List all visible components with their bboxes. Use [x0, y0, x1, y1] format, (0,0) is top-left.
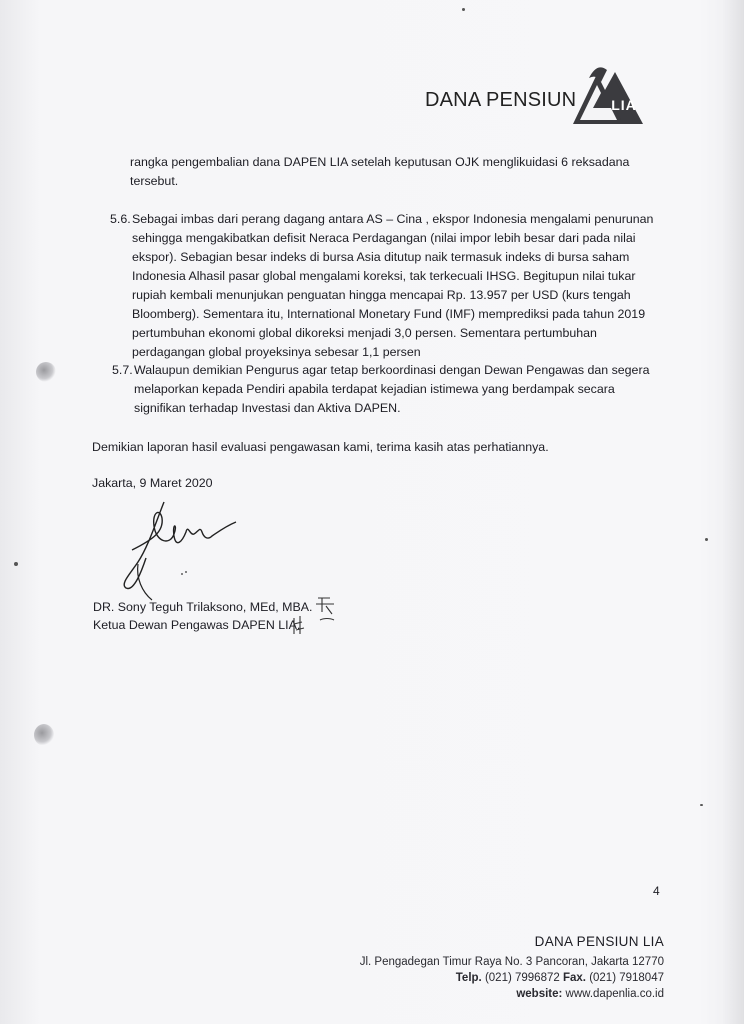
website-link[interactable]: www.dapenlia.co.id [565, 988, 664, 1000]
item-5-7-line: signifikan terhadap Investasi dan Aktiva DAPEN. [134, 401, 401, 415]
fax-label: Fax. [562, 972, 586, 984]
signatory-name: DR. Sony Teguh Trilaksono, MEd, MBA. [93, 600, 313, 614]
signatory-title: Ketua Dewan Pengawas DAPEN LIA. [93, 618, 301, 632]
handwritten-signature [112, 492, 252, 602]
telp-label: Telp. [455, 972, 482, 984]
logo-mark-text: LIA [611, 97, 637, 113]
paper-speck [705, 538, 708, 541]
place-date: Jakarta, 9 Maret 2020 [92, 476, 213, 490]
footer-website [304, 986, 664, 1002]
item-5-6-line: Sebagai imbas dari perang dagang antara AS – Cina , ekspor Indonesia mengalami penurunan [132, 212, 654, 226]
paper-speck [14, 562, 18, 566]
item-5-7-line: Walaupun demikian Pengurus agar tetap berkoordinasi dengan Dewan Pengawas dan segera [134, 363, 650, 377]
footer-address: Jl. Pengadegan Timur Raya No. 3 Pancoran, Jakarta 12770 [359, 956, 664, 968]
item-5-6-line: Bloomberg). Sementara itu, International Monetary Fund (IMF) memprediksi pada tahun 2019 [132, 307, 646, 321]
item-5-7-line: melaporkan kepada Pendiri apabila terdapat kejadian istimewa yang berdampak secara [134, 382, 615, 396]
header-logo [425, 60, 645, 126]
item-5-6-line: ekspor). Sebagian besar indeks di bursa Asia ditutup naik termasuk indeks di bursa saham [132, 250, 630, 264]
page-edge-shadow [722, 0, 744, 1024]
initials-mark [292, 592, 342, 636]
page-number: 4 [653, 884, 660, 898]
continuation-line-2: tersebut. [130, 174, 179, 188]
item-5-6-number: 5.6. [110, 212, 131, 226]
closing-statement: Demikian laporan hasil evaluasi pengawasan kami, terima kasih atas perhatiannya. [92, 440, 549, 454]
item-5-6-line: sehingga mengakibatkan defisit Neraca Perdagangan (nilai impor lebih besar dari pada nilai [132, 231, 636, 245]
website-label: website: [516, 988, 563, 1000]
continuation-line-1: rangka pengembalian dana DAPEN LIA setelah keputusan OJK menglikuidasi 6 reksadana [130, 155, 630, 169]
item-5-6-line: pertumbuhan ekonomi global dikoreksi menjadi 3,0 persen. Sementara pertumbuhan [132, 326, 597, 340]
letterhead-footer [304, 934, 664, 1002]
lia-logo-icon [571, 60, 645, 126]
footer-org-name: DANA PENSIUN LIA [534, 934, 664, 949]
header-org-name: DANA PENSIUN [425, 89, 577, 111]
item-5-6-line: Indonesia Alhasil pasar global mengalami koreksi, tak terkecuali IHSG. Begitupun nilai tukar [132, 269, 636, 283]
footer-contact [304, 970, 664, 986]
fax-value: (021) 7918047 [589, 972, 664, 984]
telp-value: (021) 7996872 [484, 972, 560, 984]
punch-hole-mark [36, 362, 56, 382]
item-5-7-number: 5.7. [112, 363, 133, 377]
paper-speck [700, 804, 703, 806]
item-5-6-line: perdagangan global proyeksinya sebesar 1,1 persen [132, 345, 421, 359]
paper-speck [462, 8, 465, 11]
punch-hole-mark [34, 724, 54, 746]
item-5-6-line: rupiah kembali menunjukan penguatan hingga mencapai Rp. 13.957 per USD (kurs tengah [132, 288, 631, 302]
